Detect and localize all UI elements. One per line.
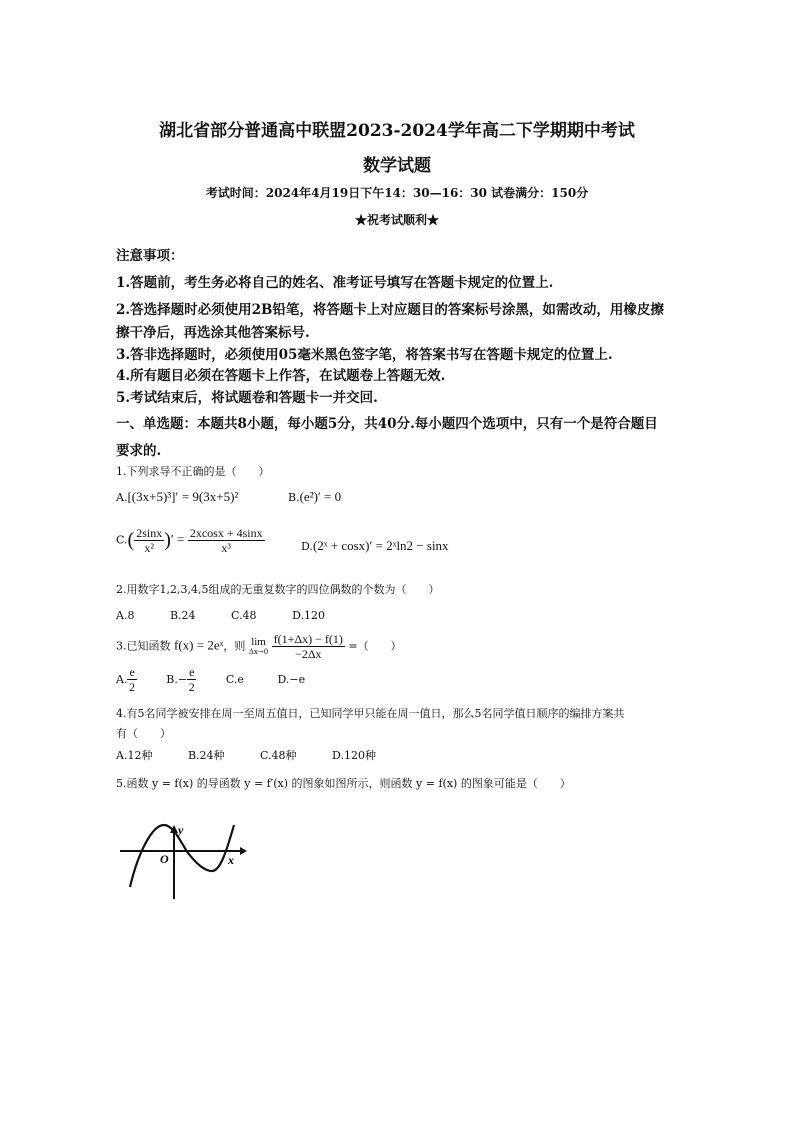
x-axis-arrow	[240, 847, 247, 855]
question-1-option-d	[301, 538, 449, 554]
option-c-lhs-fraction: $\frac{2\sin x}{\text{x²}}$	[136, 526, 163, 555]
option-c-label: C.	[116, 533, 128, 547]
option-a-label: A.	[116, 491, 128, 504]
q3-option-b: B.− $\frac{e}{2}$	[166, 665, 195, 694]
question-5-stem: 5.函数 y = f(x) 的导函数 y = f′(x) 的图象如图所示，则函数 y = f(x) 的图象可能是（ ）	[116, 777, 571, 790]
question-3-options	[116, 665, 305, 694]
note-2-line-1: 2.答选择题时必须使用2B铅笔，将答题卡上对应题目的答案标号涂黑，如需改动，用橡皮擦	[116, 302, 664, 318]
q3-limit: lim Δx→0	[248, 636, 269, 656]
question-1-stem: 1.下列求导不正确的是（ ）	[116, 465, 270, 478]
subject-title: 数学试题	[363, 156, 431, 176]
graph-label-origin: O	[160, 852, 169, 866]
question-1-option-c: C.( $\frac{2\sin x}{\text{x²}}$ )′ = $\frac{2xcosx + 4\sin x}{\text{x³}}$	[116, 526, 263, 555]
q4-option-d: D.120种	[332, 749, 376, 762]
note-2-line-2: 擦干净后，再选涂其他答案标号.	[116, 325, 310, 341]
question-4-options	[116, 747, 408, 763]
notes-heading: 注意事项：	[116, 248, 184, 264]
note-4: 4.所有题目必须在答题卡上作答，在试题卷上答题无效.	[116, 368, 446, 384]
option-b-label: B.	[288, 491, 300, 504]
option-c-prime: ′ =	[170, 531, 185, 547]
question-4-stem: 4.有5名同学被安排在周一至周五值日，已知同学甲只能在周一值日，那么5名同学值日顺序的编排方案共	[116, 707, 625, 720]
section-1-heading: 一、单选题：本题共8小题，每小题5分，共40分.每小题四个选项中，只有一个是符合题目	[116, 416, 658, 432]
section-1-heading-cont: 要求的.	[116, 443, 162, 459]
graph-label-y: y	[178, 823, 184, 837]
option-d-label: D.	[301, 540, 313, 553]
q3-stem-c: =（ ）	[348, 639, 402, 653]
q3-option-d: D.−e	[277, 672, 306, 686]
q3-option-c: C.e	[225, 672, 244, 686]
option-c-rhs-fraction: $\frac{2xcosx + 4\sin x}{\text{x³}}$	[189, 526, 263, 555]
q4-option-b: B.24种	[187, 749, 225, 762]
q2-option-d: D.120	[292, 609, 325, 622]
q4-option-a: A.12种	[116, 749, 153, 762]
q3-limit-fraction: $\frac{f(1+\Delta x) - f(1)}{-2\Delta x}$	[273, 632, 343, 661]
question-1-option-a	[116, 489, 238, 505]
graph-label-x: x	[228, 853, 234, 867]
q3-stem-b: ，则	[223, 639, 246, 653]
q2-option-b: B.24	[169, 609, 196, 622]
q3-stem-a: 3.已知函数	[116, 639, 171, 653]
good-luck-wish: ★祝考试顺利★	[354, 213, 439, 227]
question-2-stem: 2.用数字1,2,3,4,5组成的无重复数字的四位偶数的个数为（ ）	[116, 583, 440, 596]
q3-option-a: A. $\frac{e}{2}$	[116, 665, 136, 694]
exam-info: 考试时间：2024年4月19日下午14：30—16：30 试卷满分：150分	[205, 186, 589, 200]
derivative-graph	[116, 823, 256, 903]
note-3: 3.答非选择题时，必须使用05毫米黑色签字笔，将答案书写在答题卡规定的位置上.	[116, 347, 613, 363]
q4-option-c: C.48种	[260, 749, 297, 762]
option-b-expr: (e²)′ = 0	[299, 489, 342, 504]
option-a-lhs: [(3x+5)³]′	[127, 489, 179, 504]
q2-option-a: A.8	[116, 609, 135, 622]
option-d-expr: (2ˣ + cosx)′ = 2ˣln2 − sinx	[312, 538, 449, 553]
question-3-stem	[116, 632, 402, 661]
question-1-option-b	[288, 489, 341, 505]
question-4-stem-cont: 有（ ）	[116, 727, 171, 740]
option-a-rhs: = 9(3x+5)²	[181, 489, 239, 504]
note-1: 1.答题前，考生务必将自己的姓名、准考证号填写在答题卡规定的位置上.	[116, 275, 554, 291]
question-2-options	[116, 609, 357, 622]
q3-function: f(x) = 2eˣ	[174, 637, 224, 653]
exam-title: 湖北省部分普通高中联盟2023-2024学年高二下学期期中考试	[159, 121, 635, 141]
note-5: 5.考试结束后，将试题卷和答题卡一并交回.	[116, 390, 378, 406]
q2-option-c: C.48	[231, 609, 257, 622]
